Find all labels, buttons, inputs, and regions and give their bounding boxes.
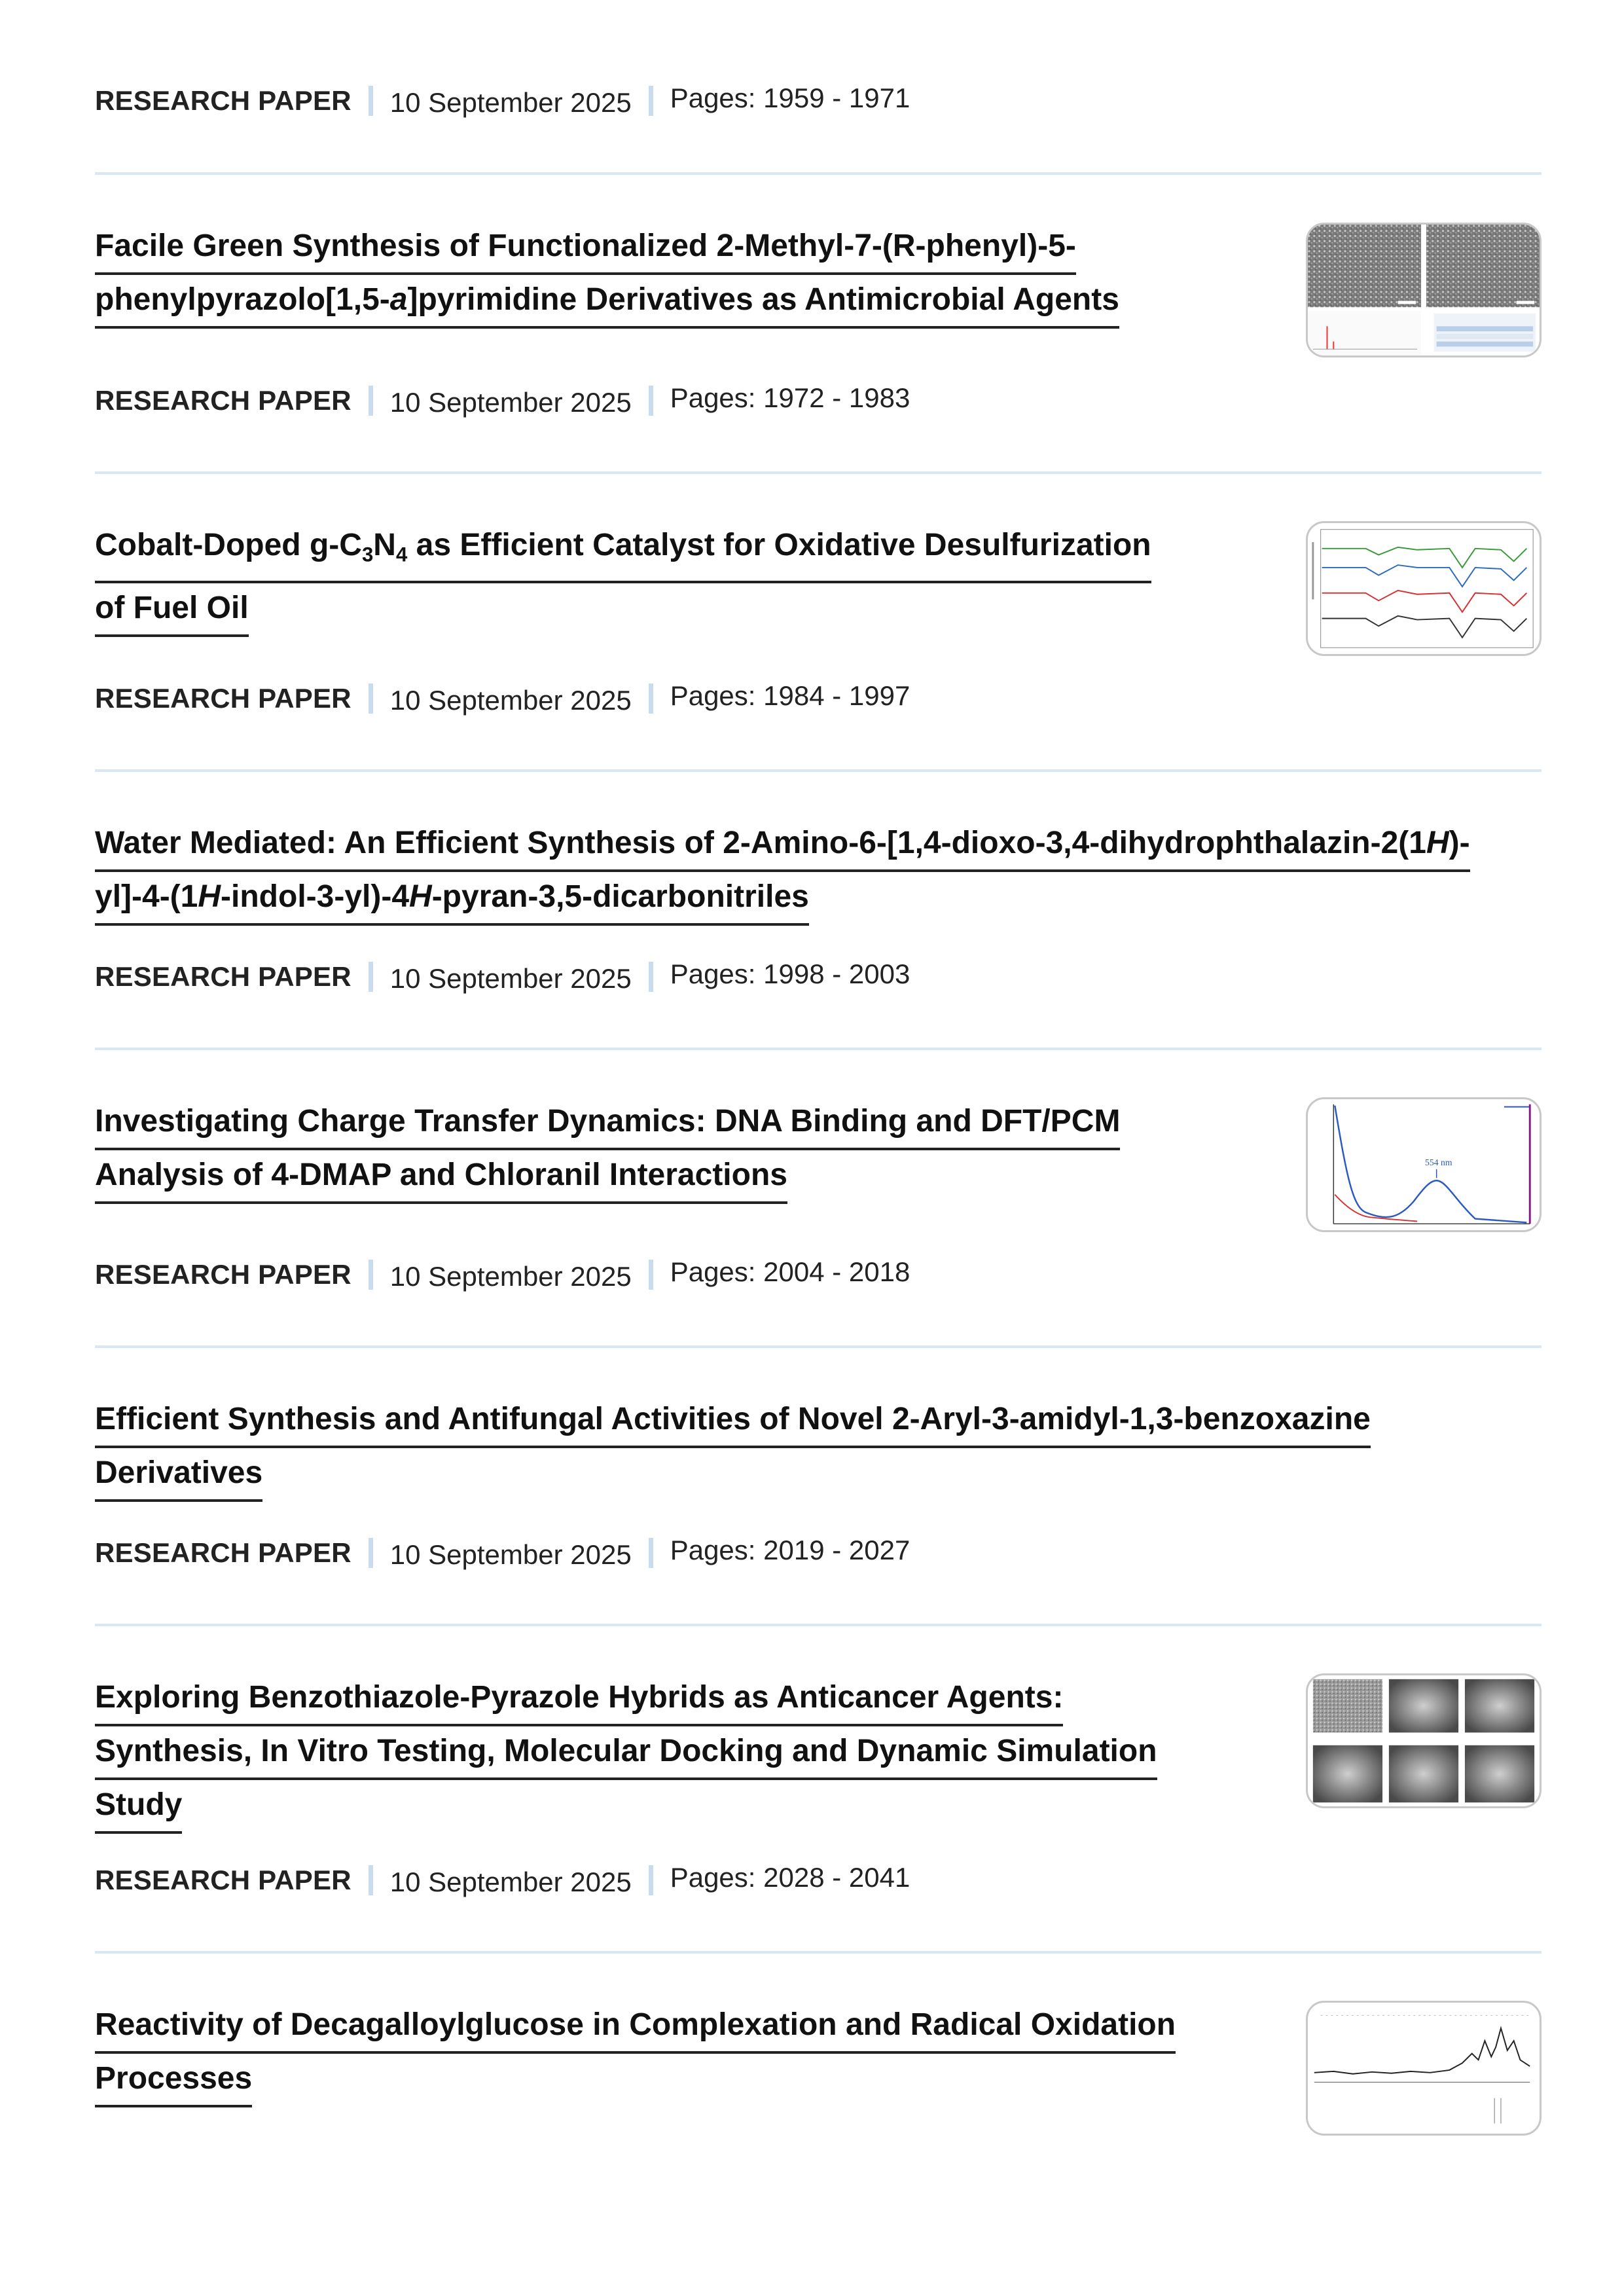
meta-separator bbox=[649, 1865, 653, 1895]
meta-separator bbox=[369, 1538, 373, 1568]
meta-separator bbox=[649, 386, 653, 416]
article-meta bbox=[95, 1533, 910, 1573]
article-title-link[interactable] bbox=[95, 818, 1470, 926]
meta-separator bbox=[369, 683, 373, 714]
article-thumbnail[interactable] bbox=[1306, 1673, 1541, 1808]
divider bbox=[95, 1345, 1541, 1348]
article-meta bbox=[95, 381, 910, 420]
title-line[interactable]: Synthesis, In Vitro Testing, Molecular Docking and Dynamic Simulation bbox=[95, 1726, 1157, 1780]
title-line[interactable]: Cobalt-Doped $g-C_3N_4$ as Efficient Catalyst for Oxidative Desulfurization bbox=[95, 520, 1151, 583]
meta-separator bbox=[369, 386, 373, 416]
meta-separator bbox=[649, 1538, 653, 1568]
article-date: 10 September 2025 bbox=[389, 1261, 632, 1292]
article-title-link[interactable] bbox=[95, 520, 1151, 637]
article-type: RESEARCH PAPER bbox=[95, 961, 351, 992]
divider bbox=[95, 769, 1541, 772]
article-meta bbox=[95, 679, 910, 718]
title-line[interactable]: of Fuel Oil bbox=[95, 583, 249, 637]
meta-separator bbox=[649, 962, 653, 992]
divider bbox=[95, 1624, 1541, 1626]
meta-separator bbox=[369, 1260, 373, 1290]
title-line[interactable]: Facile Green Synthesis of Functionalized 2-Methyl-7-(R-phenyl)-5- bbox=[95, 221, 1076, 275]
divider bbox=[95, 1951, 1541, 1954]
article-date: 10 September 2025 bbox=[389, 963, 632, 994]
article-title-link[interactable] bbox=[95, 1673, 1157, 1834]
title-line[interactable]: Efficient Synthesis and Antifungal Activities of Novel 2-Aryl-3-amidyl-1,3-benzoxazine bbox=[95, 1394, 1371, 1448]
article-thumbnail[interactable] bbox=[1306, 223, 1541, 357]
article-type: RESEARCH PAPER bbox=[95, 85, 351, 116]
article-title-link[interactable] bbox=[95, 1097, 1120, 1204]
article-thumbnail[interactable] bbox=[1306, 2001, 1541, 2136]
article-title-link[interactable] bbox=[95, 1394, 1371, 1502]
article-date: 10 September 2025 bbox=[389, 387, 632, 418]
article-thumbnail[interactable] bbox=[1306, 521, 1541, 656]
article-date: 10 September 2025 bbox=[389, 1867, 632, 1897]
article-type: RESEARCH PAPER bbox=[95, 1259, 351, 1290]
meta-separator bbox=[369, 1865, 373, 1895]
article-pages: Pages: 2028 - 2041 bbox=[670, 1862, 910, 1893]
article-type: RESEARCH PAPER bbox=[95, 683, 351, 714]
title-line[interactable]: Water Mediated: An Efficient Synthesis of 2-Amino-6-[1,4-dioxo-3,4-dihydrophthalazin-2(1H)- bbox=[95, 818, 1470, 872]
article-type: RESEARCH PAPER bbox=[95, 1537, 351, 1568]
article-title-link[interactable] bbox=[95, 2000, 1176, 2107]
article-pages: Pages: 2004 - 2018 bbox=[670, 1256, 910, 1287]
article-title-link[interactable] bbox=[95, 221, 1119, 329]
article-pages: Pages: 1984 - 1997 bbox=[670, 680, 910, 711]
article-meta bbox=[95, 81, 910, 120]
article-pages: Pages: 2019 - 2027 bbox=[670, 1535, 910, 1565]
title-line[interactable]: Study bbox=[95, 1780, 182, 1834]
title-line[interactable]: yl]-4-(1H-indol-3-yl)-4H-pyran-3,5-dicarbonitriles bbox=[95, 872, 809, 926]
article-date: 10 September 2025 bbox=[389, 1539, 632, 1570]
title-line[interactable]: Exploring Benzothiazole-Pyrazole Hybrids as Anticancer Agents: bbox=[95, 1673, 1063, 1726]
meta-separator bbox=[649, 86, 653, 116]
article-type: RESEARCH PAPER bbox=[95, 385, 351, 416]
meta-separator bbox=[649, 683, 653, 714]
meta-separator bbox=[369, 86, 373, 116]
title-line[interactable]: Processes bbox=[95, 2054, 252, 2107]
article-date: 10 September 2025 bbox=[389, 685, 632, 716]
article-pages: Pages: 1959 - 1971 bbox=[670, 82, 910, 113]
article-date: 10 September 2025 bbox=[389, 87, 632, 118]
title-line[interactable]: phenylpyrazolo[1,5-a]pyrimidine Derivatives as Antimicrobial Agents bbox=[95, 275, 1119, 329]
meta-separator bbox=[369, 962, 373, 992]
meta-separator bbox=[649, 1260, 653, 1290]
divider bbox=[95, 172, 1541, 175]
article-meta bbox=[95, 1255, 910, 1294]
article-meta bbox=[95, 957, 910, 996]
peak-label: 554 nm bbox=[1424, 1157, 1452, 1167]
article-type: RESEARCH PAPER bbox=[95, 1865, 351, 1895]
divider bbox=[95, 471, 1541, 474]
title-line[interactable]: Derivatives bbox=[95, 1448, 262, 1502]
title-line[interactable]: Investigating Charge Transfer Dynamics: DNA Binding and DFT/PCM bbox=[95, 1097, 1120, 1150]
article-meta bbox=[95, 1861, 910, 1900]
divider bbox=[95, 1048, 1541, 1050]
article-pages: Pages: 1972 - 1983 bbox=[670, 382, 910, 413]
article-thumbnail[interactable] bbox=[1306, 1097, 1541, 1232]
title-line[interactable]: Reactivity of Decagalloylglucose in Complexation and Radical Oxidation bbox=[95, 2000, 1176, 2054]
article-pages: Pages: 1998 - 2003 bbox=[670, 958, 910, 989]
title-line[interactable]: Analysis of 4-DMAP and Chloranil Interactions bbox=[95, 1150, 787, 1204]
